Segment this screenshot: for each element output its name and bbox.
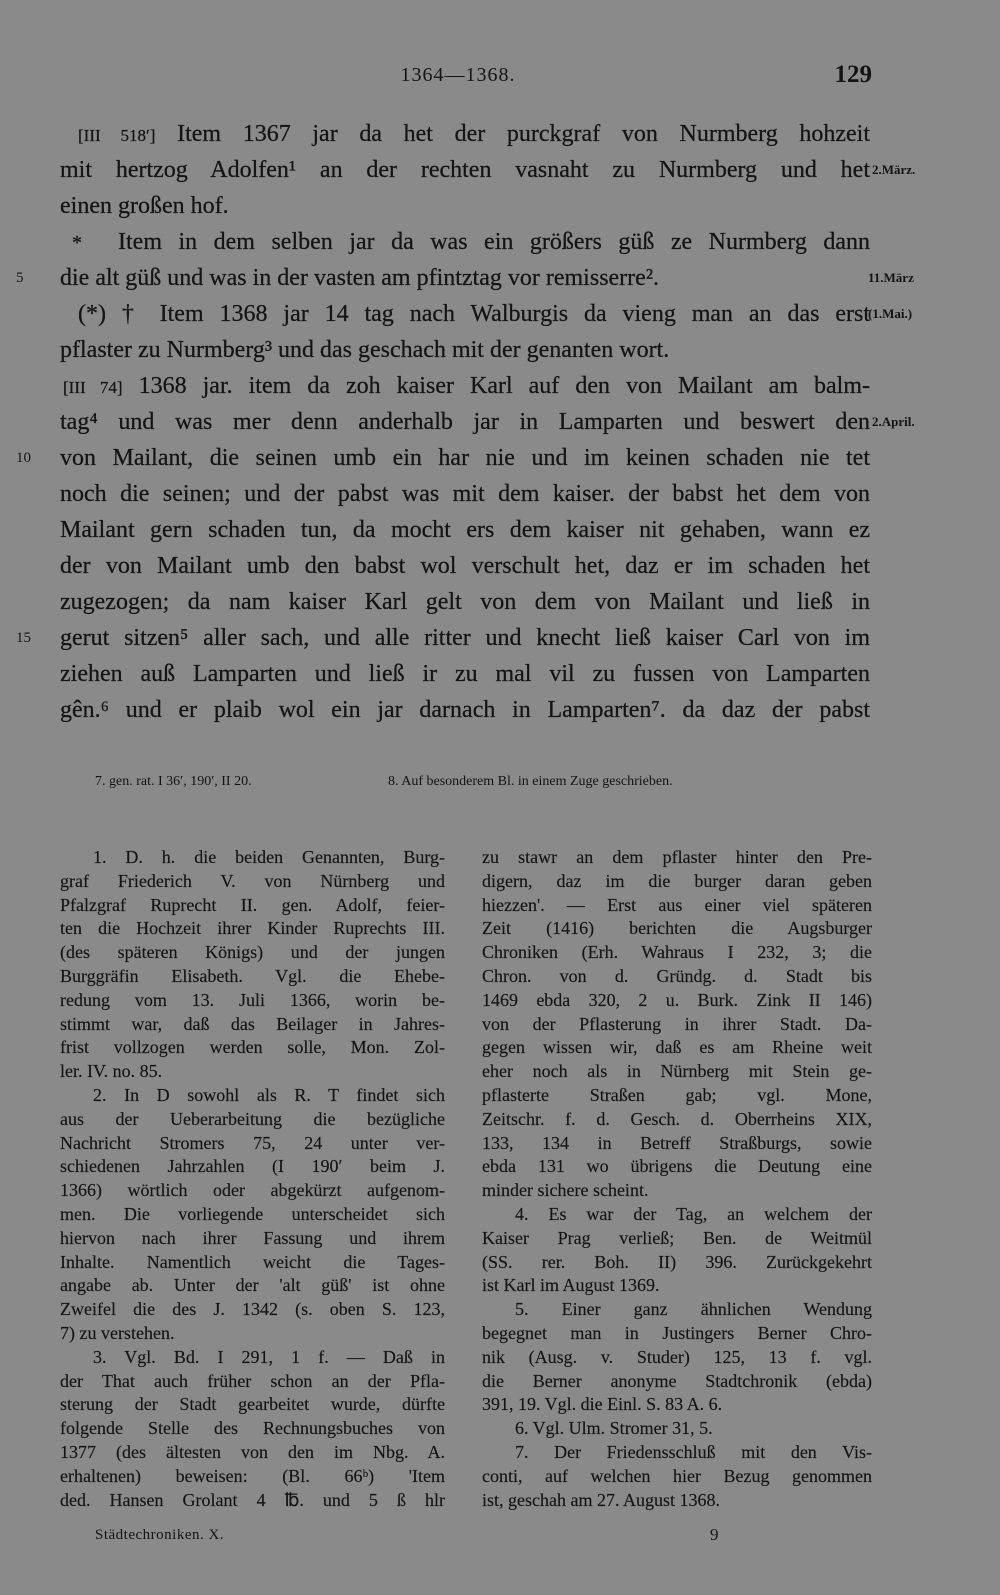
- line-text: tag⁴ und was mer denn anderhalb jar in Lamparten und beswert den: [60, 409, 870, 435]
- line-text: Item 1367 jar da het der purckgraf von Nurmberg hohzeit: [177, 121, 870, 147]
- footnote-line: begegnet man in Justingers Berner Chro-: [482, 1322, 872, 1343]
- footnote-line: 391, 19. Vgl. die Einl. S. 83 A. 6.: [482, 1394, 723, 1415]
- footnote-line: erhaltenen) beweisen: (Bl. 66ᵇ) 'Item: [60, 1465, 445, 1486]
- line-text: gerut sitzen⁵ aller sach, und alle ritter und knecht ließ kaiser Carl von im: [60, 625, 870, 651]
- line-text: (*) † Item 1368 jar 14 tag nach Walburgis da vieng man an das erst: [78, 301, 870, 327]
- footnote-line: redung vom 13. Juli 1366, worin be-: [60, 989, 445, 1010]
- footnote-line: von der Pflasterung in ihrer Stadt. Da-: [482, 1013, 872, 1034]
- footnote-line: Zeitschr. f. d. Gesch. d. Oberrheins XIX,: [482, 1108, 872, 1129]
- footnote-line: 7. Der Friedensschluß mit den Vis-: [515, 1441, 872, 1462]
- main-text-line: [16, 260, 914, 296]
- footnote-line: Nachricht Stromers 75, 24 unter ver-: [60, 1132, 445, 1153]
- source-reference: [III 518′]: [78, 126, 156, 145]
- footnote-line: 3. Vgl. Bd. I 291, 1 f. — Daß in: [93, 1346, 445, 1367]
- footnote-line: nik (Ausg. v. Studer) 125, 13 f. vgl.: [482, 1346, 872, 1367]
- footnote-line: men. Die vorliegende unterscheidet sich: [60, 1203, 445, 1224]
- footnote-line: 5. Einer ganz ähnlichen Wendung: [515, 1299, 872, 1320]
- footnotes-left-column: [60, 846, 445, 1512]
- footnote-line: Pfalzgraf Ruprecht II. gen. Adolf, feier-: [60, 894, 445, 915]
- footnote-line: minder sichere scheint.: [482, 1180, 649, 1201]
- main-text-line: [60, 512, 870, 548]
- footnote-line: ist Karl im August 1369.: [482, 1275, 660, 1296]
- page-number: 129: [834, 61, 872, 88]
- main-text-line: [60, 116, 870, 152]
- main-text-line: [16, 440, 870, 476]
- footnote-line: Chroniken (Erh. Wahraus I 232, 3; die: [482, 942, 872, 963]
- footnote-line: Zweifel die des J. 1342 (s. oben S. 123,: [60, 1299, 445, 1320]
- main-text-line: [60, 368, 870, 404]
- footnote-line: sterung der Stadt gearbeitet wurde, dürfte: [60, 1394, 445, 1415]
- footnote-line: conti, auf welchen hier Bezug genommen: [482, 1465, 872, 1486]
- footnote-line: 6. Vgl. Ulm. Stromer 31, 5.: [515, 1418, 713, 1439]
- textual-apparatus: [0, 770, 1000, 794]
- footnote-line: ler. IV. no. 85.: [60, 1061, 163, 1082]
- footnote-line: 133, 134 in Betreff Straßburgs, sowie: [482, 1132, 872, 1153]
- footnote-line: angabe ab. Unter der 'alt güß' ist ohne: [60, 1275, 445, 1296]
- line-number: 15: [16, 630, 31, 646]
- main-text-line: [60, 332, 870, 368]
- footnotes-right-column: [482, 846, 872, 1512]
- line-text: ziehen auß Lamparten und ließ ir zu mal vil zu fussen von Lamparten: [60, 661, 870, 687]
- footnote-line: (SS. rer. Boh. II) 396. Zurückgekehrt: [482, 1251, 872, 1272]
- footnote-line: ded. Hansen Grolant 4 ℔. und 5 ß hlr: [60, 1489, 445, 1510]
- main-text-line: [60, 476, 870, 512]
- line-text: der von Mailant umb den babst wol verschult het, daz er im schaden het: [60, 553, 870, 579]
- line-text: gên.⁶ und er plaib wol ein jar darnach in Lamparten⁷. da daz der pabst: [60, 697, 870, 723]
- footnote-line: graf Friederich V. von Nürnberg und: [60, 870, 445, 891]
- main-text-line: [60, 404, 915, 440]
- line-text: Item in dem selben jar da was ein größers güß ze Nurmberg dann: [118, 229, 870, 255]
- footnote-line: die Berner anonyme Stadtchronik (ebda): [482, 1370, 872, 1391]
- signature-line: Städtechroniken. X.: [95, 1527, 225, 1543]
- main-text-line: [60, 692, 870, 728]
- footnote-line: ebda 131 wo übrigens die Deutung eine: [482, 1156, 872, 1177]
- main-text-line: [16, 620, 870, 656]
- footnote-line: 1377 (des ältesten von den im Nbg. A.: [60, 1441, 445, 1462]
- margin-date-note: 2.März.: [872, 162, 916, 177]
- line-number: 5: [16, 270, 24, 286]
- footnote-line: 4. Es war der Tag, an welchem der: [515, 1203, 872, 1224]
- footnote-line: der That auch früher schon an der Pfla-: [60, 1370, 445, 1391]
- main-text-line: [60, 224, 870, 260]
- footnote-line: hiervon nach ihrer Fassung und ihrem: [60, 1227, 445, 1248]
- footnote-line: hiezzen'. — Erst aus einer viel späteren: [482, 894, 872, 915]
- line-text: die alt güß und was in der vasten am pfintztag vor remisserre².: [60, 265, 660, 291]
- line-text: noch die seinen; und der pabst was mit dem kaiser. der babst het dem von: [60, 481, 870, 507]
- footnote-line: Kaiser Prag verließ; Ben. de Weitmül: [482, 1227, 872, 1248]
- footnote-line: 7) zu verstehen.: [60, 1322, 175, 1343]
- margin-date-note: 11.März: [868, 270, 914, 285]
- footnote-line: ist, geschah am 27. August 1368.: [482, 1489, 720, 1510]
- footnote-line: digern, daz im die burger daran geben: [482, 870, 872, 891]
- footnote-line: Zeit (1416) berichten die Augsburger: [482, 918, 872, 939]
- main-text-line: [60, 152, 916, 188]
- footnote-line: Inhalte. Namentlich weicht die Tages-: [60, 1251, 445, 1272]
- apparatus-note: 8. Auf besonderem Bl. in einem Zuge geschrieben.: [388, 774, 673, 789]
- footnote-line: eher noch als in Nürnberg mit Stein ge-: [482, 1061, 872, 1082]
- main-text-line: [60, 656, 870, 692]
- footnote-line: ten die Hochzeit ihrer Kinder Ruprechts III.: [60, 918, 445, 939]
- footnote-line: Burggräfin Elisabeth. Vgl. die Ehebe-: [60, 965, 445, 986]
- line-text: von Mailant, die seinen umb ein har nie und im keinen schaden nie tet: [60, 445, 870, 471]
- footnote-line: gegen wissen wir, daß es am Rheine weit: [482, 1037, 872, 1058]
- footnote-line: aus der Ueberarbeitung die bezügliche: [60, 1108, 445, 1129]
- line-number: 10: [16, 450, 31, 466]
- margin-date-note: (1.Mai.): [868, 306, 913, 321]
- line-text: einen großen hof.: [60, 193, 229, 219]
- footnote-line: pflasterte Straßen gab; vgl. Mone,: [482, 1084, 872, 1105]
- footnote-line: 1469 ebda 320, 2 u. Burk. Zink II 146): [482, 989, 872, 1010]
- footnote-line: frist vollzogen werden solle, Mon. Zol-: [60, 1037, 445, 1058]
- main-text-line: [60, 296, 913, 332]
- main-text-line: [60, 584, 870, 620]
- main-text-line: [60, 548, 870, 584]
- footnote-line: (des späteren Königs) und der jungen: [60, 942, 445, 963]
- apparatus-note: 7. gen. rat. I 36′, 190′, II 20.: [95, 774, 252, 789]
- main-text-line: [60, 188, 870, 224]
- footnote-line: schiedenen Jahrzahlen (I 190′ beim J.: [60, 1156, 445, 1177]
- line-text: zugezogen; da nam kaiser Karl gelt von dem von Mailant und ließ in: [60, 589, 870, 615]
- sheet-number: 9: [710, 1525, 719, 1544]
- line-text: 1368 jar. item da zoh kaiser Karl auf den von Mailant am balm-: [138, 373, 870, 399]
- footnote-line: folgende Stelle des Rechnungsbuches von: [60, 1418, 445, 1439]
- footnote-line: zu stawr an dem pflaster hinter den Pre-: [482, 847, 872, 867]
- line-text: pflaster zu Nurmberg³ und das geschach mit der genanten wort.: [60, 337, 670, 363]
- source-reference: [III 74]: [63, 378, 123, 397]
- footnote-line: 1366) wörtlich oder abgekürzt aufgenom-: [60, 1180, 445, 1201]
- page-footer: [0, 1522, 1000, 1548]
- line-text: mit hertzog Adolfen¹ an der rechten vasnaht zu Nurmberg und het: [60, 157, 870, 183]
- footnote-line: 2. In D sowohl als R. T findet sich: [93, 1084, 445, 1105]
- footnote-line: stimmt war, daß das Beilager in Jahres-: [60, 1013, 445, 1034]
- insertion-marker: *: [72, 232, 82, 254]
- footnote-line: 1. D. h. die beiden Genannten, Burg-: [93, 847, 445, 867]
- margin-date-note: 2.April.: [872, 414, 915, 429]
- line-text: Mailant gern schaden tun, da mocht ers dem kaiser nit gehaben, wann ez: [60, 517, 870, 543]
- footnote-line: Chron. von d. Gründg. d. Stadt bis: [482, 965, 872, 986]
- running-head-years: 1364—1368.: [400, 64, 516, 86]
- main-text: [16, 116, 916, 728]
